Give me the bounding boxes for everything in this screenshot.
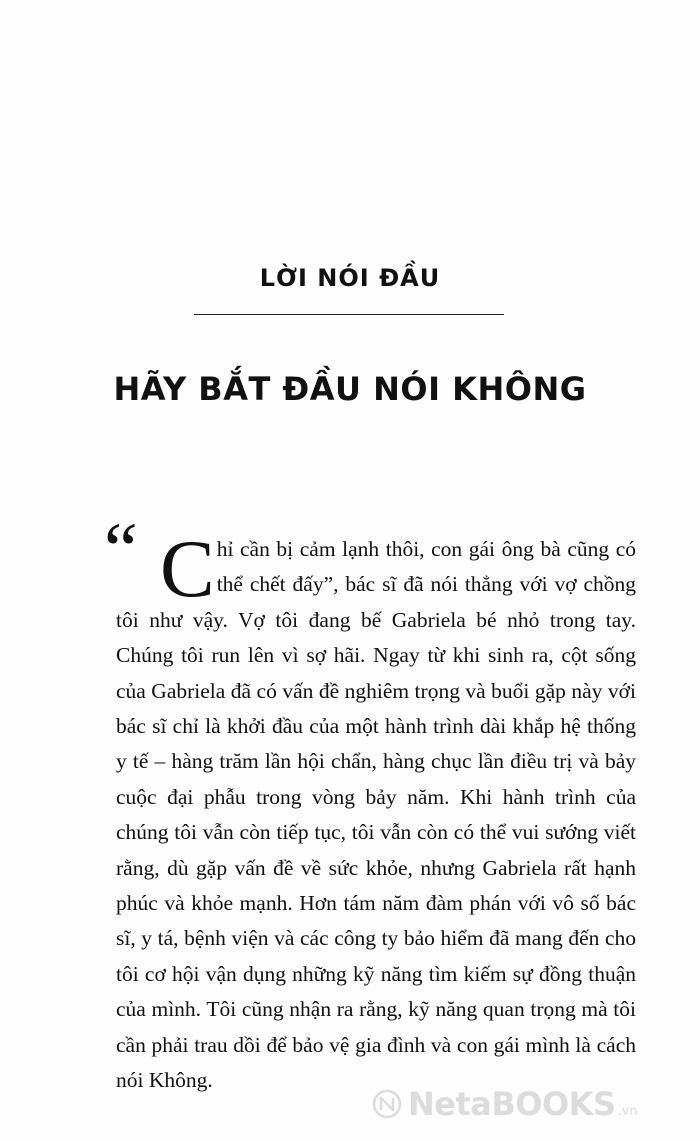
drop-cap: C <box>160 523 215 614</box>
neta-logo-icon <box>372 1089 402 1119</box>
watermark-brand: NetaBOOKS <box>408 1085 616 1123</box>
section-label: LỜI NÓI ĐẦU <box>259 264 441 292</box>
body-paragraph: hỉ cần bị cảm lạnh thôi, con gái ông bà cũng có thể chết đấy”, bác sĩ đã nói thẳng với vợ chồng tôi như vậy. Vợ tôi đang bế Gabriela bé nhỏ trong tay. Chúng tôi run lên vì sợ hãi. Ngay từ khi sinh ra, cột sống của Gabriela đã có vấn đề nghiêm trọng và buổi gặp này với bác sĩ chỉ là khởi đầu của một hành trình dài khắp hệ thống y tế – hàng trăm lần hội chẩn, hàng chục lần điều trị và bảy cuộc đại phẫu trong vòng bảy năm. Khi hành trình của chúng tôi vẫn còn tiếp tục, tôi vẫn còn có thể vui sướng viết rằng, dù gặp vấn đề về sức khỏe, nhưng Gabriela rất hạnh phúc và khỏe mạnh. Hơn tám năm đàm phán với vô số bác sĩ, y tá, bệnh viện và các công ty bảo hiểm đã mang đến cho tôi cơ hội vận dụng những kỹ năng tìm kiếm sự đồng thuận của mình. Tôi cũng nhận ra rằng, kỹ năng quan trọng mà tôi cần phải trau dồi để bảo vệ gia đình và con gái mình là cách nói Không. <box>116 537 636 1093</box>
watermark-suffix: .vn <box>617 1103 638 1119</box>
body-text <box>116 523 636 1099</box>
publisher-watermark <box>372 1084 638 1124</box>
title-divider <box>194 314 504 315</box>
chapter-title: HÃY BẮT ĐẦU NÓI KHÔNG <box>113 370 587 408</box>
opening-quote-mark: “ <box>104 508 138 592</box>
